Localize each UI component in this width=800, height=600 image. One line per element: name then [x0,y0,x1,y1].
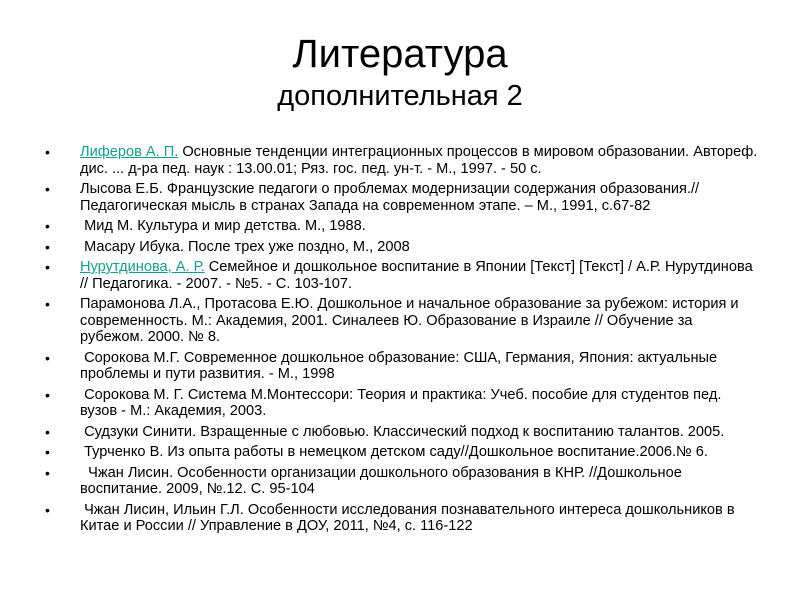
reference-item [40,239,760,256]
bullet-icon: • [45,423,50,440]
reference-text: Чжан Лисин, Ильин Г.Л. Особенности исследования познавательного интереса дошкольников в Китае и России // Управление в ДОУ, 2011, №4, с. 116-122 [80,501,739,534]
reference-text: Лысова Е.Б. Французские педагоги о проблемах модернизации содержания образования.// Педагогическая мысль в странах Запада на современном этапе. – М., 1991, с.67-82 [80,181,704,214]
reference-item [40,444,760,461]
bullet-icon: • [45,464,50,481]
reference-text: Сорокова М.Г. Современное дошкольное образование: США, Германия, Япония: актуальные проблемы и пути развития. - М., 1998 [80,349,722,382]
reference-author-link[interactable]: Нурутдинова, А. Р. [80,259,205,275]
reference-item [40,144,760,177]
reference-text: Масару Ибука. После трех уже поздно, М., 2008 [80,238,410,255]
reference-item [40,465,760,498]
bullet-icon: • [45,501,50,518]
bullet-icon: • [45,144,50,160]
reference-text: Турченко В. Из опыта работы в немецком детском саду//Дошкольное воспитание.2006.№ 6. [80,444,708,460]
reference-item [40,424,760,441]
bullet-icon: • [45,296,50,312]
reference-author-link[interactable]: Лиферов А. П. [80,144,179,160]
reference-text: Семейное и дошкольное воспитание в Японии [Текст] [Текст] / А.Р. Нурутдинова // Педагогика. - 2007. - №5. - С. 103-107. [80,259,757,292]
title-block [0,30,800,114]
reference-text: Мид М. Культура и мир детства. М., 1988. [80,218,366,234]
bullet-icon: • [45,218,50,234]
reference-text: Судзуки Синити. Взращенные с любовью. Классический подход к воспитанию талантов. 2005. [80,423,725,440]
reference-item [40,502,760,535]
bullet-icon: • [45,259,50,275]
reference-text: Сорокова М. Г. Система М.Монтессори: Теория и практика: Учеб. пособие для студентов пед. вузов - М.: Академия, 2003. [80,386,726,419]
bullet-icon: • [45,444,50,460]
reference-list [40,144,760,539]
bullet-icon: • [45,386,50,403]
bullet-icon: • [45,349,50,366]
reference-text: Парамонова Л.А., Протасова Е.Ю. Дошкольное и начальное образование за рубежом: история и современность. М.: Академия, 2001. Синалеев Ю. Образование в Израиле // Обучение за рубежом. 2000. № 8. [80,296,743,345]
page-subtitle: дополнительная 2 [277,80,523,112]
reference-text: Чжан Лисин. Особенности организации дошкольного образования в КНР. //Дошкольное воспитание. 2009, №.12. С. 95-104 [80,464,686,497]
reference-item [40,259,760,292]
bullet-icon: • [45,238,50,255]
bullet-icon: • [45,181,50,197]
reference-item [40,350,760,383]
reference-item [40,218,760,235]
page-title: Литература [292,32,508,76]
reference-item [40,387,760,420]
reference-item [40,181,760,214]
reference-text: Основные тенденции интеграционных процессов в мировом образовании. Автореф. дис. ... д-ра пед. наук : 13.00.01; Ряз. гос. пед. ун-т. - М., 1997. - 50 с. [80,144,762,177]
reference-item [40,296,760,346]
